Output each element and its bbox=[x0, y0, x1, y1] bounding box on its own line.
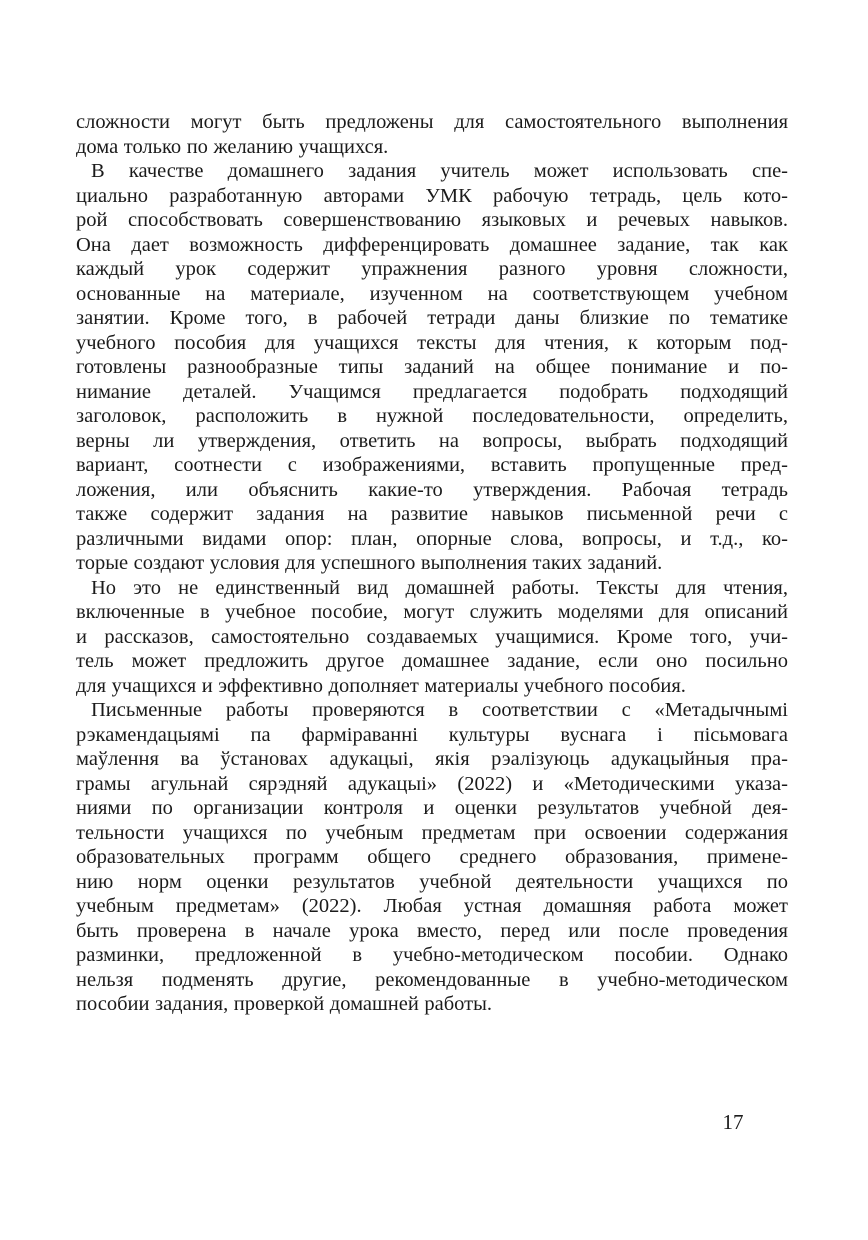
text-line: нимание деталей. Учащимся предлагается подобрать подходящий bbox=[76, 380, 788, 403]
page-number: 17 bbox=[722, 1110, 744, 1134]
text-line: рэкамендацыямі па фарміраванні культуры вуснага і пісьмовага bbox=[76, 723, 788, 746]
text-line: грамы агульнай сярэдняй адукацыі» (2022) и «Методическими указа- bbox=[76, 772, 788, 795]
text-line: ложения, или объяснить какие-то утверждения. Рабочая тетрадь bbox=[76, 478, 788, 501]
text-line: также содержит задания на развитие навыков письменной речи с bbox=[76, 503, 788, 525]
text-line: ниями по организации контроля и оценки результатов учебной дея- bbox=[76, 797, 788, 819]
text-line: нельзя подменять другие, рекомендованные в учебно-методическом bbox=[76, 968, 788, 991]
text-line: торые создают условия для успешного выполнения таких заданий. bbox=[76, 552, 663, 574]
text-line: маўлення ва ўстановах адукацыі, якія рэалізуюць адукацыйныя пра- bbox=[76, 748, 788, 770]
text-line: учебным предметам» (2022). Любая устная домашняя работа может bbox=[76, 895, 788, 917]
text-line: тельности учащихся по учебным предметам при освоении содержания bbox=[76, 821, 788, 844]
text-line: верны ли утверждения, ответить на вопросы, выбрать подходящий bbox=[76, 429, 788, 452]
text-line: рой способствовать совершенствованию языковых и речевых навыков. bbox=[76, 209, 788, 231]
text-line: и рассказов, самостоятельно создаваемых учащимися. Кроме того, учи- bbox=[76, 625, 788, 648]
text-line: заголовок, расположить в нужной последовательности, определить, bbox=[76, 405, 788, 427]
text-line: разминки, предложенной в учебно-методическом пособии. Однако bbox=[76, 944, 788, 966]
text-line: Но это не единственный вид домашней работы. Тексты для чтения, bbox=[91, 576, 788, 599]
text-line: для учащихся и эффективно дополняет материалы учебного пособия. bbox=[76, 674, 686, 697]
text-line: сложности могут быть предложены для самостоятельного выполнения bbox=[76, 111, 788, 133]
text-line: каждый урок содержит упражнения разного уровня сложности, bbox=[76, 258, 788, 280]
text-line: включенные в учебное пособие, могут служить моделями для описаний bbox=[76, 601, 788, 623]
text-line: образовательных программ общего среднего образования, примене- bbox=[76, 846, 788, 868]
text-line: нию норм оценки результатов учебной деятельности учащихся по bbox=[76, 870, 788, 893]
text-line: основанные на материале, изученном на соответствующем учебном bbox=[76, 282, 788, 305]
text-line: быть проверена в начале урока вместо, перед или после проведения bbox=[76, 919, 788, 942]
text-line: Она дает возможность дифференцировать домашнее задание, так как bbox=[76, 233, 788, 256]
text-line: готовлены разнообразные типы заданий на общее понимание и по- bbox=[76, 356, 788, 378]
text-line: занятии. Кроме того, в рабочей тетради даны близкие по тематике bbox=[76, 307, 788, 329]
text-line: пособии задания, проверкой домашней работы. bbox=[76, 993, 492, 1015]
body-text bbox=[76, 110, 788, 1017]
text-line: дома только по желанию учащихся. bbox=[76, 135, 389, 158]
text-line: Письменные работы проверяются в соответствии с «Метадычнымі bbox=[91, 699, 788, 721]
text-line: В качестве домашнего задания учитель может использовать спе- bbox=[91, 160, 788, 182]
text-line: циально разработанную авторами УМК рабочую тетрадь, цель кото- bbox=[76, 184, 788, 207]
text-line: вариант, соотнести с изображениями, вставить пропущенные пред- bbox=[76, 454, 788, 476]
text-line: различными видами опор: план, опорные слова, вопросы, и т.д., ко- bbox=[76, 527, 788, 550]
text-line: учебного пособия для учащихся тексты для чтения, к которым под- bbox=[76, 331, 788, 354]
text-line: тель может предложить другое домашнее задание, если оно посильно bbox=[76, 650, 788, 672]
